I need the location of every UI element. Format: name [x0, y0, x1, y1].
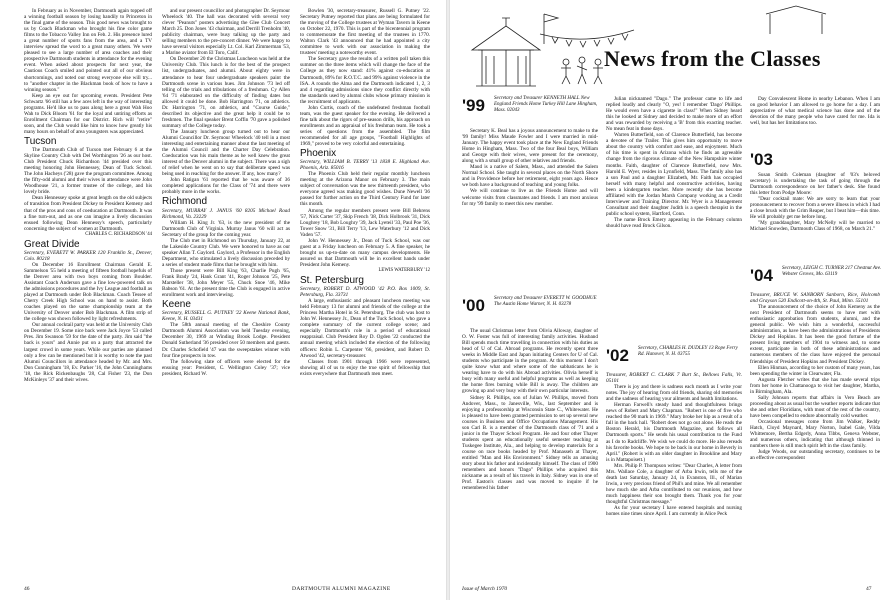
class-00-year: '00 — [462, 296, 485, 315]
class-99-notes — [462, 128, 598, 296]
great-divide-heading: Great Divide — [24, 238, 80, 250]
keene-heading: Keene — [162, 299, 191, 311]
st-petersburg-secretary: Secretary, ROBERT D. ATWOOD '42 P.O. Box 1009, St. Petersburg, Fla. 33731 — [300, 286, 430, 299]
left-page-number: 46 — [24, 586, 30, 592]
class-02-text — [606, 384, 742, 517]
class-02-notes — [606, 372, 742, 582]
paragraph: The Club met in Richmond on Thursday, January 22, at the Lakeside Country Club. We were honored to have as our speaker Allan T. Gaylord. Gaylord, a Professor in the English Department, who stimulated a lively discussion preceded by a series of student made films that he brought with him. — [162, 237, 290, 268]
class-00-text — [462, 328, 598, 491]
paragraph: On December 16 Enrollment Chairman Gerald E. Sammelson '55 held a meeting of fifteen football hopefuls of the Denver area with two boys coming from Boulder. Assistant Coach Anderson gave a fine low-powered talk on the admissions procedures and the Ivy League and football as played at Dartmouth under Bob Blackman. Coach Tessee of Cherry Creek High School was on hand to assist. Both coaches played on the same championship team at the University of Denver under Bob Blackman. A film strip of the college was shown followed by light refreshments. — [24, 261, 152, 323]
denver-continued-text — [162, 8, 290, 195]
paragraph: John W. Hennessey Jr., Dean of Tuck School, was our guest at a Friday luncheon on February 5. A fine speaker, he brought us up-to-date on many campus developments. He assured us that Dartmouth will be in excellent hands under President John Kemeny. — [300, 237, 430, 268]
great-divide-text — [24, 262, 152, 383]
paragraph: The Dartmouth Club of Tucson met February 6 at the Skyline Country Club with Del Worthington '26 as our host. Club President Chuck Richardson '44 presided over this meeting honoring John Hennessey, Dean of Tuck School. The John Hacheys ('28) gave the program committee. Among the fifty-odd alumni and their wives in attendance were John Woodhouse '21, a former trustee of the college, and his lovely bride. — [24, 147, 152, 196]
paragraph: Ellen Hinman, according to her custom of many years, has been spending the winter in Clearwater, Fla. — [750, 364, 880, 377]
paragraph: Occasional messages come from Jim Walker, Reddy Hatch, Cloyd Maynard, Mary Norton, Isabel Gale, Vilda Whittemore, Bertha Edgerly, Anna Tibbs, Geneva Webster, and numerous others, indicating that although thinned in numbers there is still much spirit left in the class family. — [750, 418, 880, 450]
paragraph: In February as in November, Dartmouth again topped off a winning football season by losing handily to Princeton in the final game of the season. This good news was brought to us by Coach Blackman who brought his fine color game films to the Tobacco Valley Inn on Feb. 2. His presence lured a great number of sports fans from the area, and a TV interview spread the word to a great many others. We were pleased to see a large number of area coaches and their prospective Dartmouth students in attendance for the evening event. When asked about prospects for next year, the Cautious Coach smiled and pointed out all of our obvious shortcomings, and noted our strong everyone else will try... to "another chapter in the Blackman book of how to have a winning season." — [24, 8, 152, 93]
st-petersburg-text — [300, 298, 430, 377]
paragraph: Herman Farwell's steady hand and thoughtfulness brings news of Robert and Mary Chapman. "Robert is one of five who reached the 90 mark in 1969." Mary broke her hip as a result of a fall in the back hall. "Robert does not go out alone. He reads the Boston Herald, his Dartmouth Magazine, and follows all Dartmouth sports." He sends his usual contribution to the Fund as I do to Radcliffe. We wish we could do more. He also rereads his favorite books. We hope to be back in our home in Beverly in April." (Robert is with an older daughter in Brookline and Mary is in Mattapoisett.) — [606, 402, 742, 463]
paragraph: The Phoenix Club held their regular monthly luncheon meeting at the Arizona Manor on February 3. The main subject of conversation was the new thirteenth president, who everyone agreed was making good wishes. Dune Newell '36 passed for further action on the Third Century Fund for later this month. — [300, 171, 430, 208]
class-02-continued-text — [750, 96, 880, 126]
class-04-year: '04 — [750, 266, 773, 285]
paragraph: and our present councillor and photographer Dr. Seymour Wheelock '40. The hall was decorated with several very clever "Peanuts" posters advertising the Glee Club Concert March 25. Don Jones '43 chairman, and Derrill Trenholm '40, publicity chairman, were busy talking up the party and selling members to the pre-concert dinner. We were happy to have several visitors especially Lt. Col. Karl Zimmerman '53, a Marine aviator from El Toro, Calif. — [162, 8, 290, 57]
richmond-heading: Richmond — [162, 196, 208, 208]
phoenix-secretary: Secretary, WILLIAM B. TERRY '13 1838 E. Highland Ave. Phoenix, Ariz. 85016 — [300, 159, 430, 172]
paragraph: We will continue to live as the Friends Home and will welcome visits from classmates and friends. I am most anxious for my '99 family to meet this new member. — [462, 188, 598, 207]
phoenix-signature: LEWIS WATERBURY '12 — [378, 267, 430, 273]
paragraph: Maud is a native of Salem, Mass., and attended the Salem Normal School. She taught in several places on the North Shore and in Providence before her retirement, eight years ago. Hence we both have a background of teaching and young folks. — [462, 164, 598, 189]
paragraph: "Dear cocktail mate: We are sorry to learn that your pronouncement to recover from a severe illness in which I had a close brush with the Grim Reaper, but I beat him—this time. He will probably get me before long. — [750, 196, 880, 221]
paragraph: Sally Johnson reports that affairs in Vero Beach are proceeding about as usual but the weather reports indicate that she and other Floridians, with most of the rest of the country, have been compelled to endure abnormally cold weather. — [750, 394, 880, 419]
class-00-secretary: Secretary and Treasurer EVERETT W. GOODHUE The Austin Home Warner, N. H. 03278 — [494, 296, 597, 307]
class-02-treasurer: Treasurer, ROBERT C. CLARK 7 Burt St., Bellows Falls, Vt. 05101 — [606, 372, 742, 385]
intro-text — [24, 8, 152, 135]
class-02-secretary: Secretary, CHARLES H. DUDLEY 13 Rope Ferry Rd. Hanover, N. H. 03755 — [638, 346, 738, 357]
class-04-text — [750, 304, 880, 461]
keene-continued-text — [300, 8, 430, 147]
paragraph: Warren Butterfield, son of Clarence Butterfield, has become a devotee of the Trailer. This gives him opportunity to move about the country with comfort and ease, and enjoyment. Much of his time is spent in Arizona which he finds an agreeable change from the rigorous climate of the New Hampshire winter months. Faith, daughter of Clarence Butterfield, now Mrs. Harold E. Wyer, resides in Lynnfield, Mass. The family also has a son Paul and a daughter Elizabeth, Mr. Faith has occupied herself with many helpful and constructive activities, having been a kindergarten teacher. More recently she has become affiliated with the Jordan Marsh Company working as a Credit Interviewer and Training Director. Mr. Wyer is a Management Consultant and their daughter Judith is a speech therapist in the public school system, Hartford, Conn. — [606, 132, 742, 217]
tucson-signature: CHARLES C. RICHARDSON '44 — [85, 231, 152, 237]
paragraph: Our annual cocktail party was held at the University Club on December 19. Some nice back were Jack Joyce '53 called Pres. Jim Swanson '59 for the date of the party. Jim said "the back is yours" and Annie put on a party that attracted the largest crowd in some years. While our parties are planned only a few can be mentioned but it is worthy to note the past Alumni Councillors in attendance headed by Mr. and Mrs. Don Cunningham '18, Ev. Parker '16, the John Cunninghams '18, the Rick Rickenbaughs '28, Cal Fisher '23, the Don McKinleys '37 and their wives. — [24, 322, 152, 383]
class-03-text — [750, 172, 880, 232]
phoenix-text — [300, 171, 430, 268]
paragraph: Judge Woods, our outstanding secretary, continues to be an effective correspondent — [750, 449, 880, 462]
paragraph: John Curtis, coach of the undefeated freshman football team, was the guest speaker for the evening. He delivered a fine talk about the rigors of pre-season drills, his approach on enrollments and an appraisal of his freshman team. He took a series of questions from the assembled. The film recommended for all age groups, "Football Highlights of 1969," proved to be very colorful and entertaining. — [300, 104, 430, 148]
paragraph: Augusta Fletcher writes that she has made several trips from her home in Chattanooga to visit her daughter, Martha, in Birmingham, Ala. — [750, 376, 880, 395]
paragraph: Those present were Bill King '63, Charlie Pugh '65, Frank Brady '24, Hank Grant '41, Roger Johnson '25, Pete Marsteller '38, John Meyer '55, Chuck Snoe '46, Mike Babson '61. At the present time the Club is engaged in active enrollment work and interviewing. — [162, 267, 290, 299]
paragraph: Secretary K. Beal has a joyous announcement to make to the '99 family! Miss Maude Fowler and I were married in mid-January. The happy event took place at the New England Friends Home in Hingham, Mass. Two of the four Beal boys, William and George with their wives, were present for the ceremony, along with a small group of other relatives and friends. — [462, 128, 598, 165]
left-col-3 — [300, 8, 430, 582]
phoenix-heading: Phoenix — [300, 148, 337, 160]
great-divide-secretary: Secretary, EVERETT W. PARKER 120 Franklin St., Denver, Colo. 80218 — [24, 249, 152, 262]
paragraph: The January luncheon group turned out to hear our Alumni Councillor Dr. Seymour Wheelock '40 tell in a most interesting and entertaining manner about the last meeting of the Alumni Council and the Charter Day Celebration. Coeducation was his main theme as he well knew the great interest of the Denver alumni in the subject. There was a sigh of relief when he went on to say that deliberate speed was being used in reaching for the answer. If any, how many? — [162, 128, 290, 178]
magazine-footer-title: DARTMOUTH ALUMNI MAGAZINE — [292, 586, 391, 592]
paragraph: The following slate of officers were elected for the ensuing year: President, C. Wellington Coley '37; vice president, Richard W. — [162, 358, 290, 377]
class-99-secretary: Secretary and Treasurer KENNETH HALL New England Friends Home Turkey Hill Lane Hingham, Mass. 02043 — [494, 96, 598, 113]
right-page-number: 47 — [866, 586, 872, 592]
paragraph: The Secretary gave the results of a written poll taken this summer on the three items which will change the face of the College as they now stand: 41% against co-education at Dartmouth, 89% for R.O.T.C. and 99% against violence in the ISA. A rounds the Alma and the Dartmouth indicated 1, 2, 3 and 4 regarding admissions since they conflict directly with the standards used by alumni clubs whose primary mission is the recruitment of applicants. — [300, 56, 430, 105]
paragraph: Day Convalescent Home in nearby Lebanon. When I am on good behavior I am allowed to go home for a day. I am appreciative of what medical science has done and of the devotion of the many people who have cared for me. Ida is well, but has her limitations too. — [750, 96, 880, 127]
tucson-text — [24, 147, 152, 232]
issue-footer: Issue of March 1970 — [462, 586, 508, 592]
class-99-year: '99 — [462, 96, 485, 115]
paragraph: The 58th annual meeting of the Cheshire County Dartmouth Alumni Association was held Tuesday evening, December 30, 1969 at Winding Brook Lodge. President Donald Sutherland '36 presided over 50 members and guests. Dr. Charles Schofield '47 was the sweepstakes winner with four fine prospects in tow. — [162, 322, 290, 359]
paragraph: William H. King Jr. '63, is the new president of the Dartmouth Club of Virginia. Murray Janus '60 will act as Secretary of the group for the coming year. — [162, 219, 290, 238]
class-04-treasurer: Treasurer, BRUCE W. SANBORN Sanborn, Rice, Holcomb and Grayson 520 Endicott-on-4th, St. Paul, Minn. 55101 — [750, 292, 880, 305]
tucson-heading: Tucson — [24, 135, 57, 147]
section-title: News from the Classes — [604, 46, 821, 71]
richmond-text — [162, 220, 290, 299]
class-02-year: '02 — [606, 346, 629, 365]
paragraph: The usual Christmas letter from Olivia Alloway, daughter of O. W. Foster was full of interesting family activities. Husband Bill spends much time travelling in connection with his duties as head of U of Cal. Abroad programs. He recently spent three weeks in Middle East and Japan initiating Centers for U of Cal. students who participate in the program. At this moment I don't quite know what and where some of the sabbaticans he is wearing have to do with his Abroad activities. Olivia herself is busy with many useful and helpful programs as well as keeping the home fires burning while Bill is away. The children are growing up and very busy with their own particular interests. — [462, 328, 598, 395]
class-03-notes — [750, 172, 880, 266]
class-99-text — [462, 128, 598, 207]
page-gutter — [446, 0, 450, 600]
class-04-secretary: Secretary, LEIGH C. TURNER 217 Chestnut Ave. Webster Groves, Mo. 63119 — [782, 266, 882, 277]
paragraph: As for your secretary I have entered hospitals and nursing homes nine times since April. I am currently in Alice Peck — [606, 505, 742, 518]
paragraph: Keep an eye out for upcoming events. President Pete Schwartz '66 still has a few aces left in the way of interesting programs. He'd like us to pass along here a great Wah Hoo Wah to Dick Bloom '61 for the loyal and untiring efforts as Enrollment Chairman for our District. Rich will "retire" soon, and the Club would like him to know how greatly his many hours on behalf of area youngsters was appreciated. — [24, 92, 152, 135]
left-col-2 — [162, 8, 290, 582]
right-col-2-top — [606, 96, 742, 344]
class-03-year: '03 — [750, 150, 773, 169]
class-00-notes — [462, 328, 598, 582]
left-col-1 — [24, 8, 152, 582]
paragraph: Sidney R. Phillips, son of Julian W. Phillips, moved from Andover, Mass., to Janesville, Wis., last September and is enjoying a professorship at Wisconsin State C., Whitewater. He is pleased to have been granted permission to set up several new courses in Business and Office Occupations Management. His son Carl B. is a member of the Dartmouth class of '71 and a junior in the Thayer School Program. He and four other Thayer students spent an educationally useful semester teaching at Tuskegee Institute, Ala., and helping to develop materials for a course on race books headed by Prof. Manasseh at Thayer, entitled "Man and His Environment." Sidney tells an amusing story about his father and incidentally himself. The class of 1900 remembers and honors "Dago" Phillips who acquired this nickname as a result of his travels in Italy. Sidney was in one of Prof. Easton's classes and was moved to inquire if he remembered his father — [462, 394, 598, 492]
paragraph: On December 20 the Christmas Luncheon was held at the University Club. This lunch is for the best of the prospect list, undergraduates, and alumni. About eighty were in attendance to hear four undergraduate speakers paint the Dartmouth scene in various hues. Jim Johnson '73 led off telling of the trials and tribulations of a freshman. Cy Allen '64 '71 elaborated on the difficulty of finding dates but allowed it could be done. Bob Harrington '71, on athletics. Dr. Harrington '71, on athletics, and "Course Guide," described its objective and the great help it could be to freshmen. The final speaker Brent Coffin '70 gave a polished summary of the College today. — [162, 56, 290, 129]
class-00-continued-text — [606, 96, 742, 229]
keene-text — [162, 322, 290, 376]
paragraph: Classes from 1901 through 1966 were represented, showing all of us to enjoy the true spirit of fellowship that exists everywhere that Dartmouth men meet. — [300, 358, 430, 377]
paragraph: Among the regular members present were Bill Behrens '57, Nick Carter '37, Skip French '38, Dick Holbrook '31, Dick Loughrey '18, Bob Loughry '39, Jack Lyeteil '33, Paul Poe '36, Tower Snow '31, Bill Terry '13, Lew Waterbury '12 and Dick Vaden '57. — [300, 207, 430, 238]
paragraph: Mrs. Philip P. Thompson writes: "Dear Charles, A letter from Mrs. Wallace Cole, a daughter of Arba Irwin, tells me of the death last Saturday, January 24, in Evanston, Ill., of Marian Irwin, a very precious friend of Phil's and mine. We all remember how much she and Arba contributed to our reunions, and how much happiness their son brought them. Thank you for your thoughtful Christmas message." — [606, 462, 742, 505]
paragraph: The name Brock Emery appearing in the February column should have read Brock Gilson. — [606, 216, 742, 229]
keene-secretary: Secretary, RUSSELL G. PUTNEY '22 Keene National Bank, Keene, N. H. 03431 — [162, 310, 290, 323]
paragraph: A large, enthusiastic and pleasant luncheon meeting was held February 13 for alumni and friends of the college at the Princess Martha Hotel in St. Petersburg. The club was host to John W. Hennessey Jr., Dean of the Tuck School, who gave a complete summary of the current college scene; and especially Dartmouth's role in a period of educational reappraisal. Club President Roy D. Ogden '22 conducted the annual meeting which included the election of the following officers: Robin L. Carpenter '66, president, and Robert D. Atwood '42, secretary-treasurer. — [300, 298, 430, 359]
paragraph: Bowlen '30, secretary-treasurer, Russell G. Putney '22. Secretary Putney reported that plans are being formulated for the moving of the College trustees at Wyman Tavern in Keene on October 22, 1970. This is part of the bicentennial program to commemorate the first meeting of the trustees in 1770. Walton Clark '43 announced that he had appointed a city committee to work with our association in making the trustees' meeting a noteworthy event. — [300, 8, 430, 57]
paragraph: Susan Smith Coleman (daughter of '03's beloved secretary) is undertaking the task of going through the Dartmouth correspondence on her father's desk. She found this letter from Podge Moore: — [750, 172, 880, 197]
paragraph: "My granddaughter, Mary McNelly will be married to Michael Snowden, Dartmouth Class of 1968, on March 21." — [750, 220, 880, 233]
class-04-notes — [750, 292, 880, 582]
paragraph: John Ratigan '61 reported that he was aware of 36 completed applications for the Class of '74 and there were probably more in the works. — [162, 177, 290, 196]
right-col-3-top — [750, 96, 880, 142]
paragraph: Julian nicknamed "Dago." The professor came to life and replied loudly and clearly "O, yes! I remember 'Dago' Phillips. He would even have a cigarette in class!" When Sidney heard this he looked at Sidney and decided to make more of an effort and was rewarded by receiving a 'B' from this exacting teacher. No mean feat in those days. — [606, 96, 742, 133]
paragraph: The announcement of the choice of John Kemeny as the next President of Dartmouth seems to have met with enthusiastic approbation from students, alumni, and the general public. We wish him a wonderful, successful administration, as have been the administrations of Presidents Dickey and Hopkins. It has been the good fortune of the present living members of 1904 to witness and, to some extent, participate in both of these administrations and numerous members of the class have enjoyed the personal friendships of President Hopkins and President Dickey. — [750, 304, 880, 365]
st-petersburg-heading: St. Petersburg — [300, 275, 364, 287]
richmond-secretary: Secretary, MURRAY J. JANUS '60 8205 Michael Road Richmond, Va. 23229 — [162, 207, 290, 220]
paragraph: Dean Hennessey spoke at great length on the old subjects of transition from President Dickey to President Kemeny and that of the pros and cons of coeducation at Dartmouth. It was a fine turn-out, and as one can imagine a lively discussion ensued following Dean Hennessy's speech, particularly concerning the subject of women at Dartmouth. — [24, 195, 152, 232]
paragraph: There is joy and there is sadness each month as I write your notes. The joy of hearing from old friends, sharing old memories and the sadness of hearing your ailments and health limitations. — [606, 384, 742, 403]
